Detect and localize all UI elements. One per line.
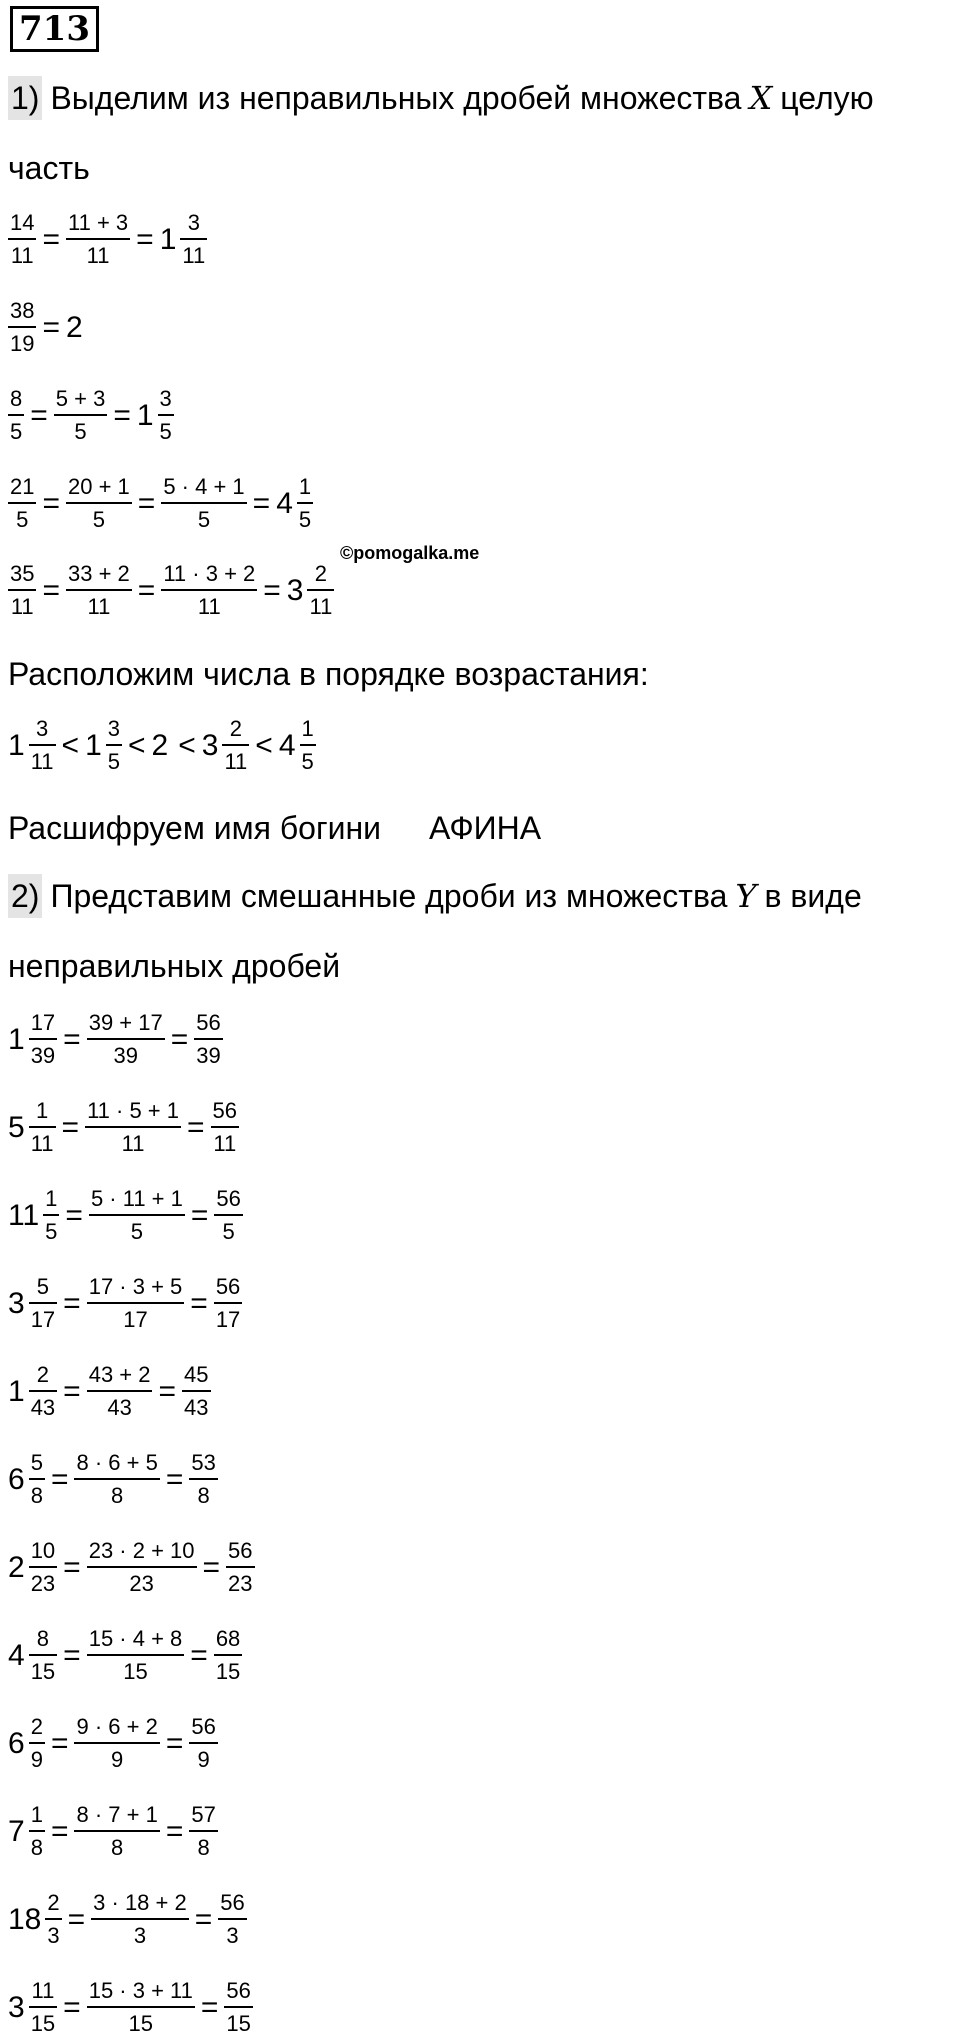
equals-sign: =	[190, 1638, 208, 1672]
equals-sign: =	[202, 1550, 221, 1584]
whole-part: 3	[8, 1990, 25, 2024]
fraction: $\frac{1}{8}$	[30, 1802, 43, 1860]
decode-text: Расшифруем имя богини	[8, 810, 382, 846]
conversion-row	[8, 1628, 242, 1683]
equals-sign: =	[50, 1814, 69, 1848]
whole-part: 4	[8, 1638, 25, 1672]
watermark: ©pomogalka.me	[340, 543, 480, 563]
fraction: $\frac{15 \cdot 3 + 11}{15}$	[88, 1978, 193, 2036]
fraction: $\frac{17 \cdot 3 + 5}{17}$	[88, 1274, 183, 1332]
fraction: $\frac{53}{8}$	[191, 1450, 216, 1508]
fraction: $\frac{43 + 2}{43}$	[88, 1362, 151, 1420]
equation-4: $\frac{21}{5}$ = $\frac{20 + 1}{5}$ = $\frac{5 \cdot 4 + 1}{5}$ = 4 $\frac{1}{5}$	[10, 474, 312, 532]
ascending-order: 1 $\frac{3}{11}$ < 1 $\frac{3}{5}$ < 2 < 3 $\frac{2}{11}$ < 4 $\frac{1}{5}$	[8, 716, 314, 774]
whole-part: 6	[8, 1462, 25, 1496]
fraction: $\frac{21}{5}$	[10, 474, 35, 532]
fraction: $\frac{1}{11}$	[30, 1098, 54, 1156]
part2-intro-text-end: в виде	[764, 878, 862, 914]
part1-intro-text: Выделим из неправильных дробей множества	[50, 80, 742, 116]
equals-sign: =	[190, 1286, 208, 1320]
fraction: $\frac{11}{15}$	[30, 1978, 56, 2036]
equation-2: $\frac{38}{19}$ = 2	[10, 298, 83, 356]
equals-sign: =	[63, 1990, 81, 2024]
fraction: $\frac{2}{9}$	[30, 1714, 43, 1772]
conversion-row	[8, 1364, 211, 1419]
fraction: $\frac{17}{39}$	[30, 1010, 56, 1068]
fraction: $\frac{38}{19}$	[10, 298, 35, 356]
whole-part: 2	[8, 1550, 25, 1584]
fraction: $\frac{2}{11}$	[224, 716, 248, 774]
part1-number: 1)	[8, 76, 42, 120]
decode-line	[8, 806, 541, 850]
conversion-row	[8, 1892, 247, 1947]
fraction: $\frac{5}{17}$	[30, 1274, 56, 1332]
equals-sign: =	[158, 1374, 177, 1408]
problem-number-badge: 713	[10, 6, 99, 52]
whole-part: 5	[8, 1110, 25, 1144]
conversion-row	[8, 1804, 218, 1859]
fraction: $\frac{2}{43}$	[30, 1362, 56, 1420]
equals-sign: =	[50, 1726, 69, 1760]
fraction: $\frac{3}{5}$	[159, 386, 172, 444]
fraction: $\frac{2}{11}$	[309, 561, 333, 619]
fraction: $\frac{11 + 3}{11}$	[68, 210, 129, 268]
fraction: $\frac{57}{8}$	[191, 1802, 216, 1860]
conversion-row	[8, 1012, 223, 1067]
fraction: $\frac{3}{5}$	[107, 716, 120, 774]
fraction: $\frac{56}{5}$	[216, 1186, 241, 1244]
fraction: $\frac{35}{11}$	[10, 561, 35, 619]
fraction: $\frac{5 \cdot 11 + 1}{5}$	[90, 1186, 183, 1244]
part1-intro-text-end: целую	[780, 80, 874, 116]
fraction: $\frac{8}{5}$	[10, 386, 23, 444]
equals-sign: =	[165, 1814, 184, 1848]
fraction: $\frac{56}{15}$	[226, 1978, 251, 2036]
conversion-row	[8, 1276, 242, 1331]
fraction: $\frac{56}{9}$	[191, 1714, 216, 1772]
fraction: $\frac{45}{43}$	[184, 1362, 209, 1420]
equals-sign: =	[190, 1198, 209, 1232]
equation-3: $\frac{8}{5}$ = $\frac{5 + 3}{5}$ = 1 $\frac{3}{5}$	[10, 386, 172, 444]
equals-sign: =	[63, 1550, 81, 1584]
whole-part: 6	[8, 1726, 25, 1760]
equals-sign: =	[165, 1726, 184, 1760]
conversion-row	[8, 1452, 218, 1507]
equals-sign: =	[65, 1198, 83, 1232]
conversion-row	[8, 1188, 243, 1243]
fraction: $\frac{8 \cdot 6 + 5}{8}$	[76, 1450, 158, 1508]
fraction: $\frac{56}{11}$	[212, 1098, 238, 1156]
fraction: $\frac{8 \cdot 7 + 1}{8}$	[76, 1802, 158, 1860]
fraction: $\frac{3}{11}$	[30, 716, 54, 774]
fraction: $\frac{5 + 3}{5}$	[55, 386, 106, 444]
equals-sign: =	[61, 1110, 80, 1144]
goddess-name: АФИНА	[429, 810, 542, 846]
equals-sign: =	[63, 1022, 81, 1056]
fraction: $\frac{68}{15}$	[215, 1626, 241, 1684]
fraction: $\frac{8}{15}$	[30, 1626, 56, 1684]
fraction: $\frac{33 + 2}{11}$	[68, 561, 130, 619]
part2-intro-text: Представим смешанные дроби из множества	[50, 878, 728, 914]
conversion-row	[8, 1100, 239, 1155]
equals-sign: =	[170, 1022, 189, 1056]
conversion-row	[8, 1980, 253, 2035]
equals-sign: =	[165, 1462, 184, 1496]
part1-intro-line2: часть	[8, 150, 90, 186]
fraction: $\frac{39 + 17}{39}$	[88, 1010, 163, 1068]
whole-part: 1	[8, 1022, 25, 1056]
fraction: $\frac{56}{23}$	[228, 1538, 253, 1596]
fraction: $\frac{23 \cdot 2 + 10}{23}$	[88, 1538, 195, 1596]
part2-intro-line2: неправильных дробей	[8, 948, 341, 984]
fraction: $\frac{1}{5}$	[45, 1186, 58, 1244]
fraction: $\frac{14}{11}$	[10, 210, 35, 268]
whole-part: 1	[8, 1374, 25, 1408]
whole-part: 11	[8, 1198, 40, 1232]
fraction: $\frac{5 \cdot 4 + 1}{5}$	[163, 474, 245, 532]
fraction: $\frac{20 + 1}{5}$	[68, 474, 130, 532]
conversion-row	[8, 1540, 255, 1595]
fraction: $\frac{11 \cdot 3 + 2}{11}$	[163, 561, 256, 619]
fraction: $\frac{10}{23}$	[30, 1538, 56, 1596]
fraction: $\frac{2}{3}$	[47, 1890, 60, 1948]
equals-sign: =	[50, 1462, 69, 1496]
equals-sign: =	[63, 1286, 81, 1320]
fraction: $\frac{3 \cdot 18 + 2}{3}$	[93, 1890, 187, 1948]
fraction: $\frac{56}{3}$	[220, 1890, 245, 1948]
part1-intro	[8, 76, 874, 120]
fraction: $\frac{11 \cdot 5 + 1}{11}$	[87, 1098, 179, 1156]
part2-number: 2)	[8, 874, 42, 918]
fraction: $\frac{5}{8}$	[30, 1450, 43, 1508]
fraction: $\frac{56}{17}$	[215, 1274, 241, 1332]
equation-5: $\frac{35}{11}$ = $\frac{33 + 2}{11}$ = $\frac{11 \cdot 3 + 2}{11}$ = 3 $\frac{2}{11}$	[10, 561, 333, 619]
fraction: $\frac{1}{5}$	[301, 716, 314, 774]
part2-intro	[8, 874, 862, 918]
equals-sign: =	[194, 1902, 213, 1936]
equals-sign: =	[67, 1902, 86, 1936]
whole-part: 18	[8, 1902, 42, 1936]
order-heading: Расположим числа в порядке возрастания:	[8, 656, 649, 692]
equals-sign: =	[63, 1374, 81, 1408]
fraction: $\frac{56}{39}$	[196, 1010, 221, 1068]
equals-sign: =	[187, 1110, 205, 1144]
set-x-variable: X	[749, 79, 773, 117]
fraction: $\frac{15 \cdot 4 + 8}{15}$	[88, 1626, 183, 1684]
fraction: $\frac{1}{5}$	[298, 474, 312, 532]
conversion-row	[8, 1716, 218, 1771]
equals-sign: =	[63, 1638, 81, 1672]
set-y-variable: Y	[735, 877, 757, 915]
equation-1: $\frac{14}{11}$ = $\frac{11 + 3}{11}$ = 1 $\frac{3}{11}$	[10, 210, 206, 268]
fraction: $\frac{3}{11}$	[182, 210, 206, 268]
whole-part: 7	[8, 1814, 25, 1848]
equals-sign: =	[200, 1990, 219, 2024]
fraction: $\frac{9 \cdot 6 + 2}{9}$	[76, 1714, 158, 1772]
whole-part: 3	[8, 1286, 25, 1320]
